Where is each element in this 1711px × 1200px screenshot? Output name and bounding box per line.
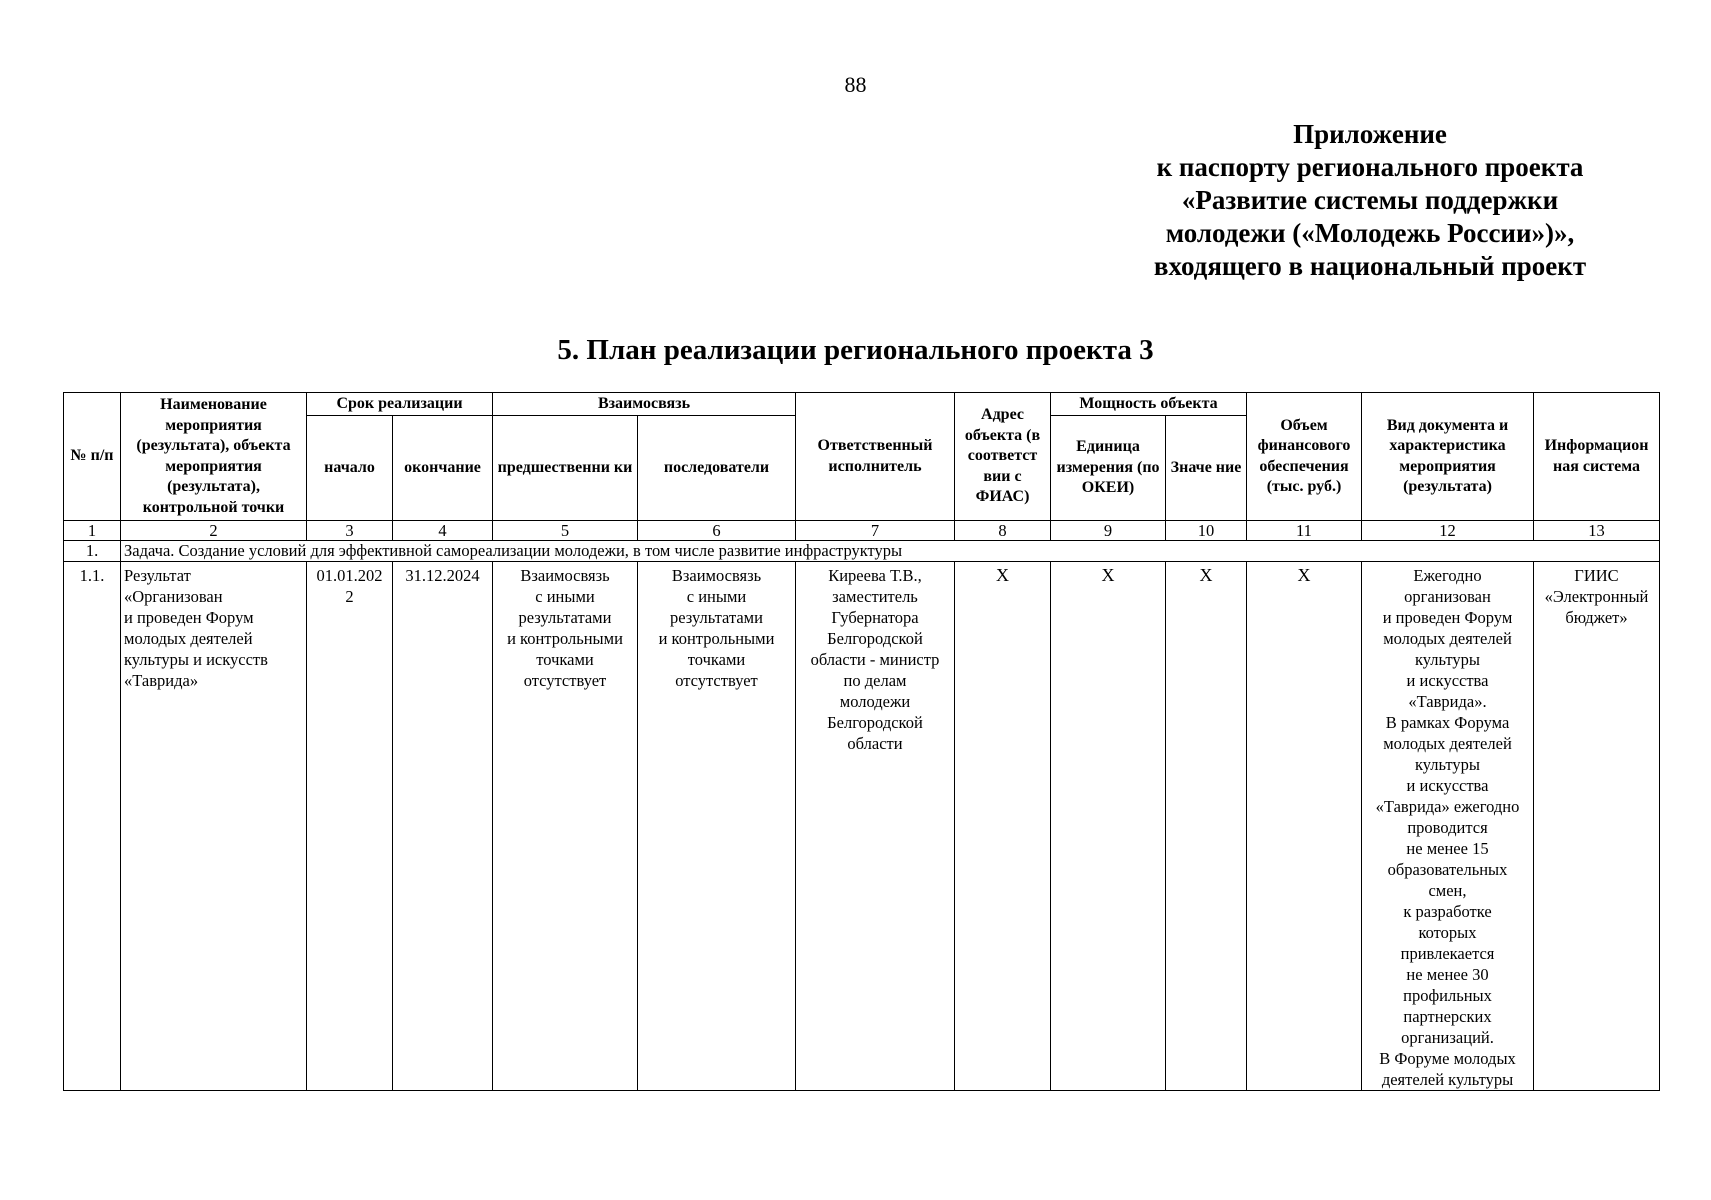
- appendix-line: к паспорту регионального проекта: [1156, 152, 1584, 182]
- result-start: 01.01.202 2: [307, 562, 393, 1091]
- appendix-line: «Развитие системы поддержки: [1181, 185, 1559, 215]
- result-num: 1.1.: [64, 562, 121, 1091]
- task-num: 1.: [64, 541, 121, 562]
- column-number-row: [64, 521, 1660, 541]
- header-responsible: Ответственный исполнитель: [796, 393, 955, 521]
- result-unit: Х: [1051, 562, 1166, 1091]
- result-info-system: ГИИС «Электронный бюджет»: [1534, 562, 1660, 1091]
- header-predecessors: предшественни ки: [493, 416, 638, 521]
- header-capacity: Мощность объекта: [1051, 393, 1247, 416]
- header-funding: Объем финансового обеспечения (тыс. руб.): [1247, 393, 1362, 521]
- column-number: 2: [121, 521, 307, 541]
- result-predecessors: Взаимосвязь с иными результатами и контрольными точками отсутствует: [493, 562, 638, 1091]
- column-number: 11: [1247, 521, 1362, 541]
- header-successors: последователи: [638, 416, 796, 521]
- section-title: 5. План реализации регионального проекта 3: [557, 334, 1154, 366]
- result-end: 31.12.2024: [393, 562, 493, 1091]
- column-number: 10: [1166, 521, 1247, 541]
- result-value: Х: [1166, 562, 1247, 1091]
- task-text: Задача. Создание условий для эффективной самореализации молодежи, в том числе развитие инфраструктуры: [121, 541, 1660, 562]
- header-address: Адрес объекта (в соответст вии с ФИАС): [955, 393, 1051, 521]
- result-doc-type: Ежегодно организован и проведен Форум молодых деятелей культуры и искусства «Таврида». В рамках Форума молодых деятелей культуры и искусства «Таврида» ежегодно проводится не менее 15 образовательных смен, к разработке которых привлекается не менее 30 профильных партнерских организаций. В Форуме молодых деятелей культуры: [1362, 562, 1534, 1091]
- column-number: 6: [638, 521, 796, 541]
- column-number: 1: [64, 521, 121, 541]
- header-start: начало: [307, 416, 393, 521]
- header-num: № п/п: [64, 393, 121, 521]
- header-end: окончание: [393, 416, 493, 521]
- column-number: 12: [1362, 521, 1534, 541]
- task-row: [64, 541, 1660, 562]
- header-relation: Взаимосвязь: [493, 393, 796, 416]
- column-number: 8: [955, 521, 1051, 541]
- column-number: 3: [307, 521, 393, 541]
- result-successors: Взаимосвязь с иными результатами и контрольными точками отсутствует: [638, 562, 796, 1091]
- column-number: 5: [493, 521, 638, 541]
- header-name: Наименование мероприятия (результата), объекта мероприятия (результата), контрольной точки: [121, 393, 307, 521]
- implementation-plan-table: [63, 392, 1660, 1091]
- appendix-heading: [1120, 118, 1620, 283]
- column-number: 9: [1051, 521, 1166, 541]
- appendix-line: молодежи («Молодежь России»)»,: [1165, 218, 1575, 248]
- header-unit: Единица измерения (по ОКЕИ): [1051, 416, 1166, 521]
- result-funding: Х: [1247, 562, 1362, 1091]
- header-value: Значе ние: [1166, 416, 1247, 521]
- column-number: 7: [796, 521, 955, 541]
- header-info-system: Информацион ная система: [1534, 393, 1660, 521]
- result-row: [64, 562, 1660, 1091]
- page-number: 88: [844, 72, 867, 97]
- result-address: Х: [955, 562, 1051, 1091]
- column-number: 13: [1534, 521, 1660, 541]
- appendix-line: входящего в национальный проект: [1153, 251, 1587, 281]
- result-name: Результат «Организован и проведен Форум молодых деятелей культуры и искусств «Таврида»: [121, 562, 307, 1091]
- column-number: 4: [393, 521, 493, 541]
- header-period: Срок реализации: [307, 393, 493, 416]
- header-doc-type: Вид документа и характеристика мероприятия (результата): [1362, 393, 1534, 521]
- appendix-line: Приложение: [1293, 119, 1447, 149]
- result-responsible: Киреева Т.В., заместитель Губернатора Белгородской области - министр по делам молодежи Белгородской области: [796, 562, 955, 1091]
